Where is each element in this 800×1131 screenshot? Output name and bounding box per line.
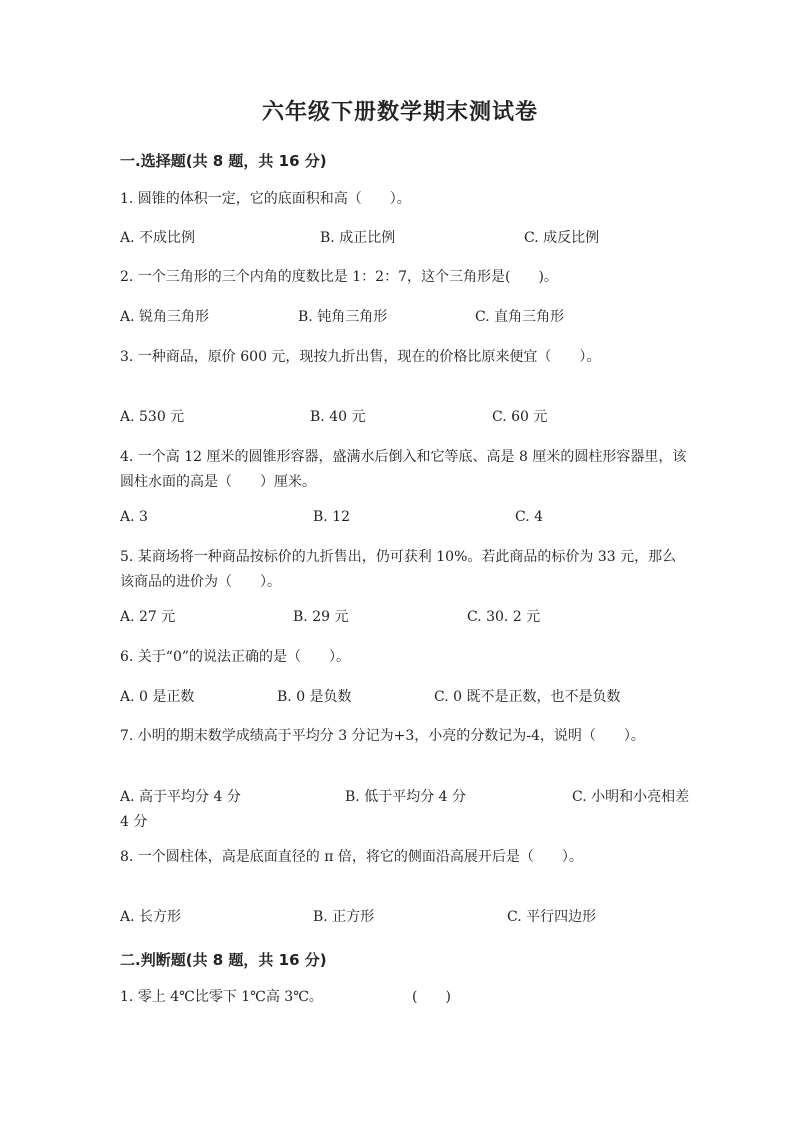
answer-blank[interactable]: ( ) [412,989,451,1005]
question-8: 8. 一个圆柱体，高是底面直径的 π 倍，将它的侧面沿高展开后是（ ）。 [120,849,583,865]
option-c[interactable]: C. 60 元 [492,409,548,425]
question-4: 4. 一个高 12 厘米的圆锥形容器，盛满水后倒入和它等底、高是 8 厘米的圆柱形容器里，该圆柱水面的高是（ ）厘米。 [120,449,687,490]
option-a[interactable]: A. 长方形 [120,909,182,925]
options-7 [120,785,700,835]
question-3: 3. 一种商品，原价 600 元，现按九折出售，现在的价格比原来便宜（ ）。 [120,349,601,365]
option-c[interactable]: C. 0 既不是正数，也不是负数 [434,689,621,705]
question-1: 1. 圆锥的体积一定，它的底面积和高（ ）。 [120,191,411,207]
option-c[interactable]: C. 成反比例 [524,230,600,246]
option-b[interactable]: B. 12 [313,509,351,525]
option-b[interactable]: B. 正方形 [313,909,375,925]
option-a[interactable]: A. 0 是正数 [120,689,195,705]
judge-question-1 [120,985,720,1010]
option-a[interactable]: A. 3 [120,509,148,525]
option-c[interactable]: C. 小明和小亮相差 4 分 [120,789,690,830]
option-a[interactable]: A. 不成比例 [120,230,196,246]
option-b[interactable]: B. 成正比例 [320,230,396,246]
option-c[interactable]: C. 4 [515,509,544,525]
page-title: 六年级下册数学期末测试卷 [261,100,538,125]
option-c[interactable]: C. 30. 2 元 [467,609,541,625]
question-5: 5. 某商场将一种商品按标价的九折售出，仍可获利 10%。若此商品的标价为 33 元，那么该商品的进价为（ ）。 [120,549,677,590]
question-6: 6. 关于“0”的说法正确的是（ ）。 [120,649,351,665]
option-a[interactable]: A. 530 元 [120,409,185,425]
option-b[interactable]: B. 低于平均分 4 分 [345,789,466,805]
option-a[interactable]: A. 27 元 [120,609,176,625]
section-heading-judge: 二.判断题(共 8 题，共 16 分) [120,951,327,969]
option-c[interactable]: C. 平行四边形 [507,909,597,925]
option-a[interactable]: A. 锐角三角形 [120,309,210,325]
question-7: 7. 小明的期末数学成绩高于平均分 3 分记为+3，小亮的分数记为-4，说明（ ）。 [120,728,645,744]
section-heading-choice: 一.选择题(共 8 题，共 16 分) [120,152,327,170]
option-c[interactable]: C. 直角三角形 [475,309,565,325]
question-2: 2. 一个三角形的三个内角的度数比是 1：2：7，这个三角形是( )。 [120,269,558,285]
option-b[interactable]: B. 0 是负数 [277,689,352,705]
option-b[interactable]: B. 29 元 [293,609,349,625]
judge-question-text: 1. 零上 4℃比零下 1℃高 3℃。 [120,989,323,1005]
option-b[interactable]: B. 钝角三角形 [298,309,388,325]
option-b[interactable]: B. 40 元 [310,409,366,425]
options-7-wrap [120,785,700,835]
option-a[interactable]: A. 高于平均分 4 分 [120,789,241,805]
